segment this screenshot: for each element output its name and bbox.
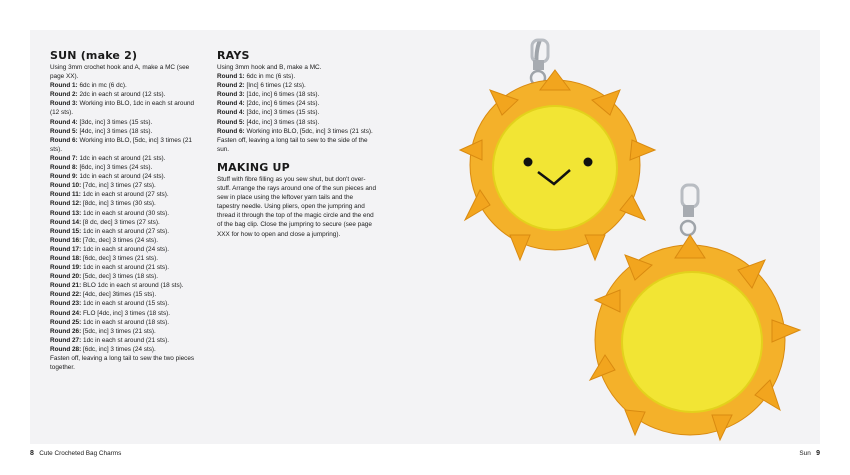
round-label: Round 16: [50, 236, 82, 244]
round-text: [4dc, dec] 3times (15 sts). [83, 291, 157, 299]
round-text: 1dc in each st around (27 sts). [82, 191, 169, 199]
sun-round-row [50, 299, 200, 308]
round-label: Round 2: [217, 82, 245, 90]
making-up-text: Stuff with fibre filling as you sew shut, but don't over-stuff. Arrange the rays around one of the sun pieces and sew in place using the leftover yarn tails and the tapestry needle. Using pliers, open the jumpring and thread it through the top of the magic circle and the end of the bag clip. Close the jumpring to secure (see page XXX for how to open and close a jumpring). [217, 175, 377, 238]
round-text: 6dc in mc (6 sts). [246, 73, 296, 81]
round-label: Round 2: [50, 91, 78, 99]
rays-heading: RAYS [217, 49, 250, 62]
round-text: Working into BLO, [5dc, inc] 3 times (21 sts). [246, 127, 373, 135]
rays-rounds-list [217, 72, 377, 136]
round-text: [3dc, inc] 3 times (15 sts). [79, 118, 153, 126]
round-label: Round 1: [217, 73, 245, 81]
sun-heading: SUN (make 2) [50, 49, 138, 62]
sun-round-row [50, 263, 200, 272]
making-up-section [217, 162, 377, 239]
sun-round-row [50, 245, 200, 254]
round-text: 1dc in each st around (27 sts). [83, 227, 169, 235]
round-label: Round 9: [50, 173, 78, 181]
sun-round-row [50, 281, 200, 290]
round-text: 1dc in each st around (24 sts). [79, 173, 166, 181]
sun-round-row [50, 118, 200, 127]
rays-pattern-column [217, 50, 377, 239]
round-text: 1dc in each st around (21 sts). [79, 154, 166, 162]
right-eye-icon [584, 158, 593, 167]
round-label: Round 25: [50, 318, 82, 326]
making-up-heading: MAKING UP [217, 160, 290, 174]
round-text: [5dc, dec] 3 times (18 sts). [83, 273, 158, 281]
round-label: Round 19: [50, 264, 82, 272]
round-text: [7dc, inc] 3 times (27 sts). [83, 182, 156, 190]
sun-round-row [50, 209, 200, 218]
rays-round-row [217, 90, 377, 99]
round-text: [5dc, inc] 3 times (21 sts). [83, 327, 156, 335]
sun-outro: Fasten off, leaving a long tail to sew the two pieces together. [50, 355, 195, 372]
sun-round-row [50, 218, 200, 227]
round-text: [6dc, dec] 3 times (21 sts). [83, 254, 158, 262]
right-page-number: 9 [816, 450, 820, 457]
right-footer [799, 450, 820, 457]
sun-rounds-list [50, 81, 200, 354]
round-text: [8dc, inc] 3 times (30 sts). [83, 200, 156, 208]
round-label: Round 7: [50, 154, 78, 162]
sun-round-row [50, 99, 200, 117]
bag-clip-icon [531, 40, 548, 85]
round-label: Round 14: [50, 218, 82, 226]
round-label: Round 5: [217, 118, 245, 126]
round-text: 1dc in each st around (21 sts). [83, 336, 169, 344]
round-text: 1dc in each st around (21 sts). [83, 264, 169, 272]
rays-round-row [217, 108, 377, 117]
sun-round-row [50, 172, 200, 181]
round-label: Round 8: [50, 164, 78, 172]
round-text: 6dc in mc (6 dc). [79, 82, 127, 90]
round-label: Round 3: [50, 100, 78, 108]
round-label: Round 23: [50, 300, 82, 308]
left-footer [30, 450, 121, 457]
round-label: Round 13: [50, 209, 82, 217]
round-label: Round 22: [50, 291, 82, 299]
sun-round-row [50, 81, 200, 90]
rays-round-row [217, 127, 377, 136]
rays-outro: Fasten off, leaving a long tail to sew to the side of the sun. [217, 136, 368, 153]
round-text: [Inc] 6 times (12 sts). [246, 82, 306, 90]
round-label: Round 6: [217, 127, 245, 135]
round-label: Round 11: [50, 191, 81, 199]
round-label: Round 3: [217, 91, 245, 99]
round-text: Working into BLO, 1dc in each st around (12 sts). [50, 100, 195, 117]
round-label: Round 12: [50, 200, 82, 208]
round-label: Round 20: [50, 273, 82, 281]
round-label: Round 17: [50, 245, 82, 253]
round-text: FLO [4dc, inc] 3 times (18 sts). [83, 309, 171, 317]
rays-round-row [217, 118, 377, 127]
round-text: [8 dc, dec] 3 times (27 sts). [83, 218, 160, 226]
sun-round-row [50, 327, 200, 336]
sun-round-row [50, 181, 200, 190]
sun-round-row [50, 199, 200, 208]
sun-charm-photo [420, 30, 820, 444]
round-text: 1dc in each st around (18 sts). [83, 318, 169, 326]
round-label: Round 4: [50, 118, 78, 126]
round-text: [4dc, inc] 3 times (18 sts). [79, 127, 153, 135]
sun-round-row [50, 136, 200, 154]
chapter-title: Sun [799, 450, 811, 457]
round-label: Round 15: [50, 227, 82, 235]
sun-round-row [50, 190, 200, 199]
sun-round-row [50, 318, 200, 327]
round-label: Round 28: [50, 345, 82, 353]
round-label: Round 26: [50, 327, 82, 335]
sun-round-row [50, 227, 200, 236]
rays-round-row [217, 72, 377, 81]
round-text: 1dc in each st around (24 sts). [83, 245, 169, 253]
round-label: Round 21: [50, 282, 82, 290]
round-label: Round 1: [50, 82, 78, 90]
left-eye-icon [524, 158, 533, 167]
book-title: Cute Crocheted Bag Charms [39, 450, 122, 457]
rays-round-row [217, 99, 377, 108]
rays-round-row [217, 81, 377, 90]
sun-round-row [50, 236, 200, 245]
round-label: Round 5: [50, 127, 78, 135]
sun-round-row [50, 163, 200, 172]
round-text: [2dc, inc] 6 times (24 sts). [246, 100, 320, 108]
round-text: [3dc, inc] 3 times (15 sts). [246, 109, 320, 117]
sun-round-row [50, 336, 200, 345]
sun-round-row [50, 254, 200, 263]
sun-round-row [50, 127, 200, 136]
round-label: Round 24: [50, 309, 82, 317]
round-text: [6dc, inc] 3 times (24 sts). [83, 345, 156, 353]
sun-round-row [50, 272, 200, 281]
round-label: Round 6: [50, 136, 78, 144]
sun-round-row [50, 345, 200, 354]
round-label: Round 4: [217, 109, 245, 117]
round-label: Round 18: [50, 254, 82, 262]
sun-face [493, 106, 617, 230]
round-text: [4dc, inc] 3 times (18 sts). [246, 118, 320, 126]
round-label: Round 4: [217, 100, 245, 108]
round-text: [6dc, inc] 3 times (24 sts). [79, 164, 153, 172]
round-text: 2dc in each st around (12 sts). [79, 91, 166, 99]
sun-pattern-column [50, 50, 200, 372]
rays-intro: Using 3mm hook and B, make a MC. [217, 64, 322, 71]
round-text: [1dc, inc] 6 times (18 sts). [246, 91, 320, 99]
sun-round-row [50, 90, 200, 99]
round-label: Round 27: [50, 336, 82, 344]
sun-round-row [50, 290, 200, 299]
sun-back-face [622, 272, 762, 412]
bag-clip-icon-2 [681, 185, 698, 235]
left-page-number: 8 [30, 450, 34, 457]
round-label: Round 10: [50, 182, 82, 190]
sun-round-row [50, 154, 200, 163]
sun-intro: Using 3mm crochet hook and A, make a MC (see page XX). [50, 64, 190, 81]
round-text: BLO 1dc in each st around (18 sts). [83, 282, 184, 290]
round-text: [7dc, dec] 3 times (24 sts). [83, 236, 158, 244]
round-text: 1dc in each st around (15 sts). [83, 300, 169, 308]
sun-round-row [50, 309, 200, 318]
round-text: 1dc in each st around (30 sts). [83, 209, 169, 217]
round-text: Working into BLO, [5dc, inc] 3 times (21 sts). [50, 136, 192, 153]
